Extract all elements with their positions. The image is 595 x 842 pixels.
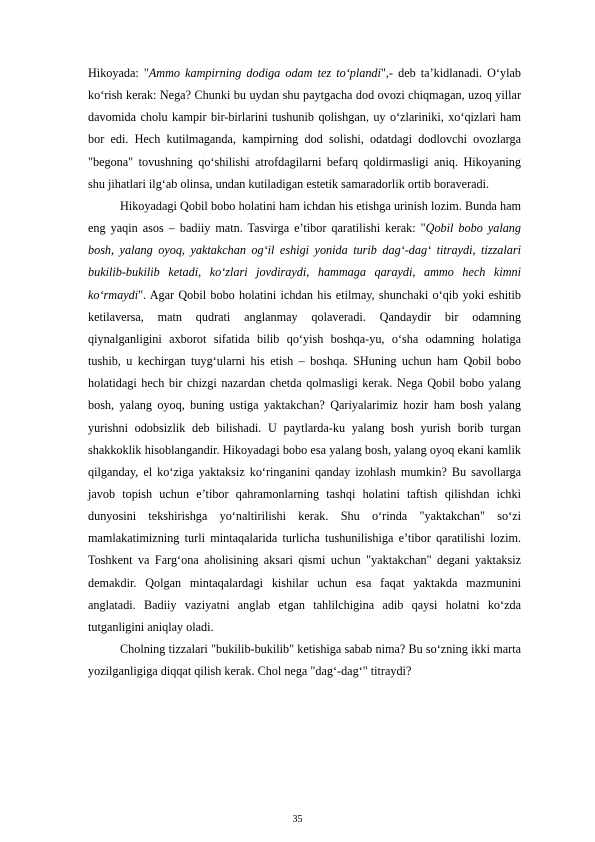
quote-italic: Qobil bobo yalang bosh, yalang oyoq, yaktakchan og‘il eshigi yonida turib dag‘-dag‘ titraydi, tizzalari bukilib-bukilib ketadi, ko‘zlari jovdiraydi, hammaga qaraydi, ammo hech kimni ko‘rmaydi (88, 221, 521, 302)
paragraph-2 (88, 195, 521, 638)
paragraph-text: ",- deb ta’kidlanadi. O‘ylab ko‘rish kerak: Nega? Chunki bu uydan shu paytgacha dod ovozi chiqmagan, uzoq yillar davomida cholu kampir bir-birlarini tushunib qolishgan, uy o‘zlariniki, xo‘qizlari ham bor edi. Hech kutilmaganda, kampirning dod solishi, odatdagi dodlovchi ovozlarga "begona" tovushning qo‘shilishi atrofdagilarni befarq qoldirmasligi aniq. Hikoyaning shu jihatlari ilg‘ab olinsa, undan kutiladigan estetik samaradorlik ortib boraveradi. (88, 66, 522, 191)
page-number: 35 (292, 814, 303, 825)
paragraph-3 (88, 638, 521, 682)
paragraph-text: Cholning tizzalari "bukilib-bukilib" ketishiga sabab nima? Bu so‘zning ikki marta yozilganligiga diqqat qilish kerak. Chol nega "dag‘-dag‘" titraydi? (88, 642, 521, 679)
quote-italic: Ammo kampirning dodiga odam tez to‘plandi (148, 66, 381, 80)
paragraph-text: Hikoyadagi Qobil bobo holatini ham ichdan his etishga urinish lozim. Bunda ham eng yaqin asos – badiiy matn. Tasvirga e’tibor qaratilishi kerak: " (88, 198, 521, 236)
paragraph-text: ". Agar Qobil bobo holatini ichdan his etilmay, shunchaki o‘qib yoki eshitib ketilaversa, matn qudrati anglanmay qolaveradi. Qandaydir bir odamning qiynalganligini axborot sifatida bilib qo‘yish boshqa-yu, o‘sha odamning holatiga tushib, u kechirgan tuyg‘ularni his etish – boshqa. SHuning uchun ham Qobil bobo holatidagi hech bir chizgi nazardan chetda qolmasligi kerak. Nega Qobil bobo yalang bosh, yalang oyoq, buning ustiga yaktakchan? Qariyalarimiz hozir ham bosh yalang yurishni odobsizlik deb bilishadi. U paytlarda-ku yalang bosh yurish borib turgan shakkoklik hisoblangandir. Hikoyadagi bobo esa yalang bosh, yalang oyoq ekani kamlik qilganday, el ko‘ziga yaktaksiz ko‘ringanini qanday izohlash mumkin? Bu savollarga javob topish uchun e’tibor qahramonlarning tashqi holatini taftish qilishdan ichki dunyosini tekshirishga yo‘naltirilishi kerak. Shu o‘rinda "yaktakchan" so‘zi mamlakatimizning turli mintaqalarida turlicha tushunilishiga e’tibor qaratilishi lozim. Toshkent va Farg‘ona aholisining aksari qismi uchun "yaktakchan" degani yaktaksiz demakdir. Qolgan mintaqalardagi kishilar uchun esa faqat yaktakda mazmunini anglatadi. Badiiy vaziyatni anglab etgan tahlilchigina adib qaysi holatni ko‘zda tutganligini aniqlay oladi. (88, 287, 521, 634)
paragraph-text: Hikoyada: " (88, 66, 149, 80)
paragraph-1 (88, 62, 521, 195)
document-body (88, 62, 521, 682)
